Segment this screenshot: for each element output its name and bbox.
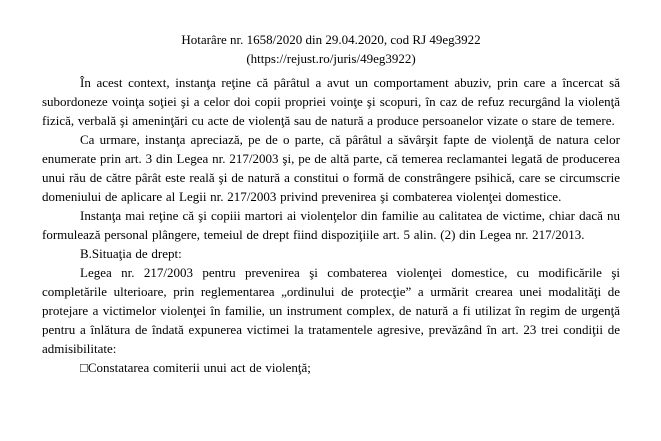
paragraph-court-findings-abusive-behavior: În acest context, instanţa reţine că pârâtul a avut un comportament abuziv, prin care a încercat să subordoneze voinţa soţiei şi a celor doi copii propriei voinţe şi scopuri, în caz de refuz recurgând la violenţă fizică, verbală şi ameninţări cu acte de violenţă sau de natură a produce persoanelor vizate o stare de temere.: [42, 75, 620, 128]
document-title: Hotarâre nr. 1658/2020 din 29.04.2020, cod RJ 49eg3922: [181, 32, 481, 47]
list-item-admissibility-condition: □Constatarea comiterii unui act de violenţă;: [80, 360, 311, 375]
section-heading-legal-situation: B.Situaţia de drept:: [80, 246, 182, 261]
paragraph-law-217-2003-protection-order: Legea nr. 217/2003 pentru prevenirea şi combaterea violenţei domestice, cu modificările şi completările ulterioare, prin reglementarea „ordinului de protecţie” a urmărit crearea unei modalităţi de protejare a victimelor violenţei în familie, un instrument complex, de natură a fi utilizat în regim de urgenţă pentru a înlătura de îndată expunerea victimei la tratamentele agresive, prevăzând în art. 23 trei condiţii de admisibilitate:: [42, 265, 620, 356]
document-header: [42, 30, 620, 68]
document-body: [42, 73, 620, 377]
document-source-url: (https://rejust.ro/juris/49eg3922): [246, 51, 416, 66]
paragraph-court-assessment-violence: Ca urmare, instanţa apreciază, pe de o parte, că pârâtul a săvârşit fapte de violenţă de natura celor enumerate prin art. 3 din Legea nr. 217/2003 şi, pe de altă parte, că temerea reclamantei legată de producerea unui rău de către pârât este reală şi de natură a constitui o formă de constrângere psihică, care se circumscrie domeniului de aplicare al Legii nr. 217/2003 privind prevenirea şi combaterea violenţei domestice.: [42, 132, 620, 204]
paragraph-children-as-victims: Instanţa mai reţine că şi copiii martori ai violenţelor din familie au calitatea de victime, chiar dacă nu formulează personal plângere, temeiul de drept fiind dispoziţiile art. 5 alin. (2) din Legea nr. 217/2013.: [42, 208, 620, 242]
